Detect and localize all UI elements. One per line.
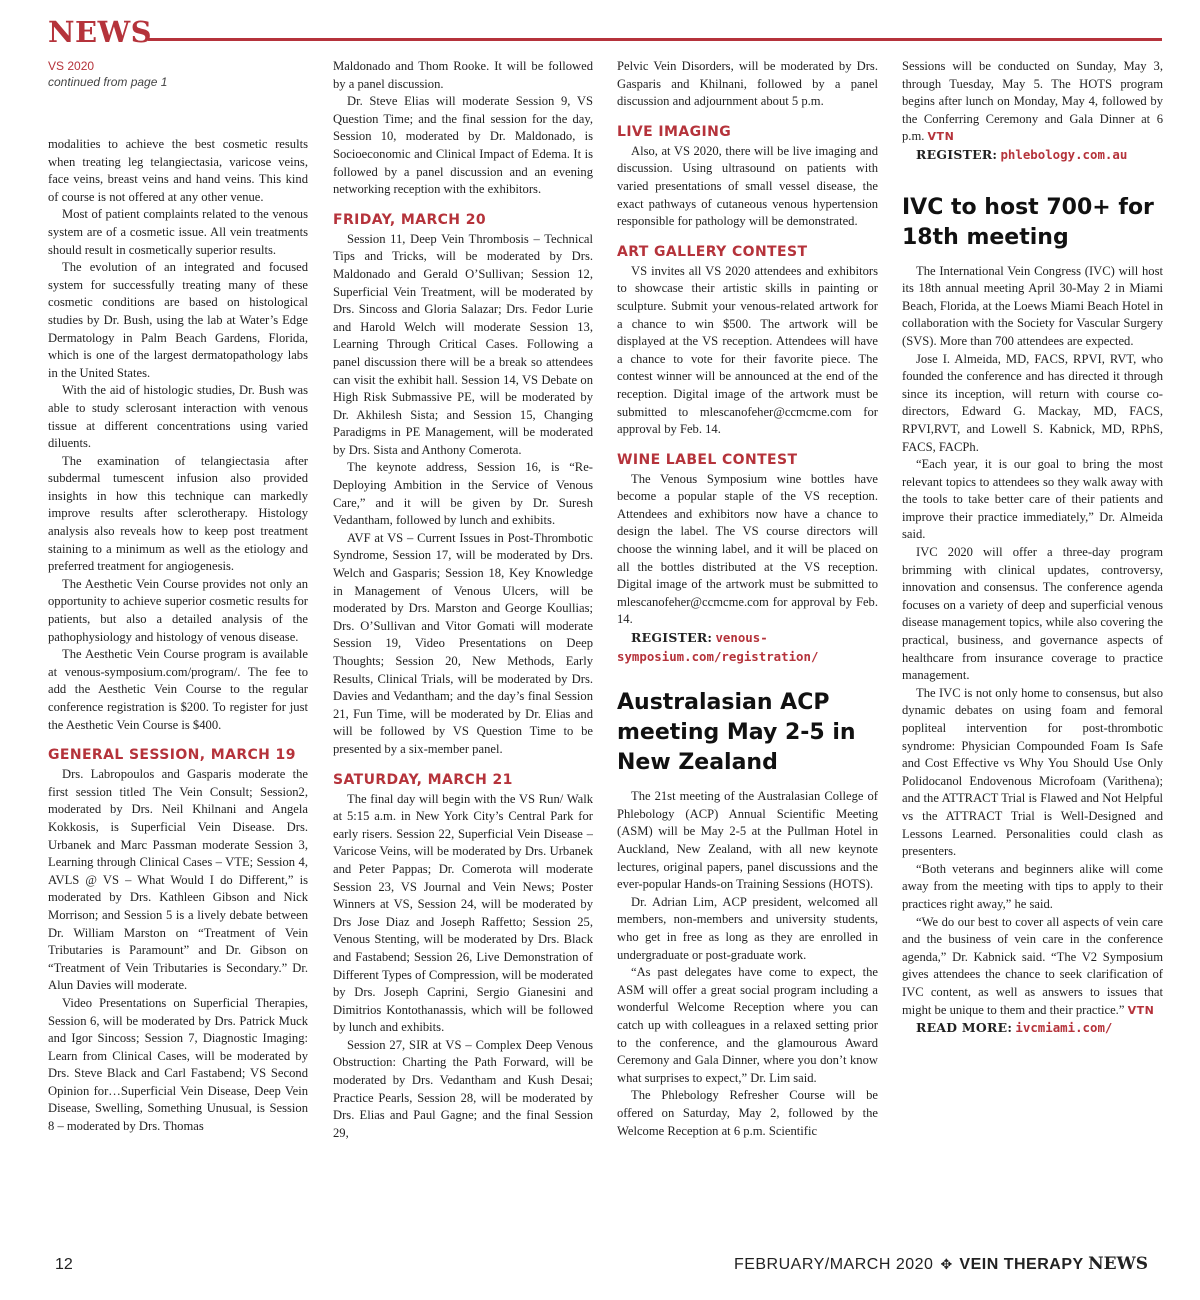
paragraph: Drs. Labropoulos and Gasparis moderate the first session titled The Vein Consult; Session2, moderated by Drs. Neil Khilnani and Angela Kokkosis, is Superficial Vein Disease. Drs. Urbanek and Marc Passman moderate Session 3, Learning through Clinical Cases – VTE; Session 4, AVLS @ VS – What Would I do Different,” is moderated by Drs. Kathleen Gibson and Nick Morrison; and Session 5 is a lively debate between Dr. William Marston on “Treatment of Vein Tributaries is Paramount” and Dr. Gibson on “Treatment of Vein Tributaries is Secondary.” Dr. Alun Davies will moderate.: [48, 767, 308, 993]
paragraph: The Aesthetic Vein Course program is available at venous-symposium.com/program/. The fee to add the Aesthetic Vein Course to the regular conference registration is $200. To register for just the Aesthetic Vein Course is $400.: [48, 647, 308, 732]
paragraph: Most of patient complaints related to the venous system are of a cosmetic issue. All vein treatments should result in cosmetically superior results.: [48, 207, 308, 257]
publication-news: NEWS: [1088, 1254, 1148, 1274]
masthead-rule: [148, 38, 1162, 41]
paragraph: AVF at VS – Current Issues in Post-Thrombotic Syndrome, Session 17, will be moderated by Drs. Welch and Gasparis; Session 18, Key Knowledge in Management of Venous Ulcers, will be moderated by Drs. Marston and George Koullias; Drs. O’Sullivan and Vitor Gomati will moderate Session 19, Video Presentations on Deep Thoughts; Session 20, New Methods, Early Results, Clinical Trials, will be moderated by Drs. Davies and Vedantham; and the day’s final Session 21, Fun Time, will be moderated by Dr. Elias and will be followed by VS Question Time to be presented by a six-member panel.: [333, 530, 593, 756]
paragraph-text: “We do our best to cover all aspects of vein care and the business of vein care in the conference agenda,” Dr. Kabnick said. “The V2 Symposium gives attendees the chance to seek clarification of IVC content, as well as answers to issues that might be unique to them and their practice.”: [902, 914, 1163, 1017]
paragraph: Session 27, SIR at VS – Complex Deep Venous Obstruction: Charting the Path Forward, will be moderated by Drs. Vedantham and Kush Desai; Practice Pearls, Session 28, will be moderated by Drs. Elias and Paul Gagne; and the final Session 29,: [333, 1037, 593, 1140]
page-number: 12: [55, 1256, 73, 1273]
paragraph: Also, at VS 2020, there will be live imaging and discussion. Using ultrasound on patients with varied presentations of small vessel disease, the exact pathways of cutaneous venous hypertension responsible for pathology will be demonstrated.: [617, 143, 878, 229]
paragraph: Maldonado and Thom Rooke. It will be followed by a panel discussion.: [333, 59, 593, 91]
paragraph: IVC 2020 will offer a three-day program brimming with clinical updates, controversy, innovation and consensus. The conference agenda focuses on a variety of deep and superficial venous disease management topics, while also covering the practical, business, and governance aspects of healthcare from insurance coverage to practice management.: [902, 545, 1163, 683]
paragraph: VS invites all VS 2020 attendees and exhibitors to showcase their artistic skills in painting or sculpture. Submit your venous-related artwork for a chance to win $500. The artwork will be displayed at the VS reception. Attendees will have a chance to vote for their favorite piece. The contest winner will be announced at the end of the reception. Digital image of the artwork must be submitted to mlescanofeher@ccmcme.com for approval by Feb. 14.: [617, 263, 878, 437]
subhead-saturday: SATURDAY, MARCH 21: [333, 771, 513, 788]
continuation-note: [48, 58, 308, 90]
headline-acp: Australasian ACP meeting May 2-5 in New Zealand: [617, 690, 856, 776]
diamond-icon: ✥: [940, 1256, 953, 1272]
register-line: [902, 146, 1163, 165]
paragraph: The Venous Symposium wine bottles have become a popular staple of the VS reception. Attendees and exhibitors now have a chance to design the label. The VS course directors will choose the winning label, and it will be placed on all the bottles distributed at the VS reception. Digital image of the artwork must be submitted to mlescanofeher@ccmcme.com for approval by Feb. 14.: [617, 471, 878, 627]
paragraph: [902, 914, 1163, 1020]
column-3: [617, 58, 878, 1230]
publication-name: VEIN THERAPY: [959, 1256, 1084, 1273]
readmore-label: READ MORE:: [916, 1020, 1013, 1036]
paragraph: The keynote address, Session 16, is “Re-Deploying Ambition in the Service of Venous Care,” and it will be given by Dr. Suresh Vedantham, followed by lunch and exhibits.: [333, 460, 593, 528]
paragraph: “As past delegates have come to expect, the ASM will offer a great social program including a wonderful Welcome Reception where you can catch up with colleagues in a relaxed setting prior to the conference, and the glamourous Award Ceremony and Gala Dinner, where you don’t know what surprises to expect,” Dr. Lim said.: [617, 965, 878, 1085]
subhead-art-gallery: ART GALLERY CONTEST: [617, 243, 808, 260]
paragraph: “Both veterans and beginners alike will come away from the meeting with tips to apply to their practices right away,” he said.: [902, 861, 1163, 911]
readmore-link[interactable]: ivcmiami.com/: [1015, 1020, 1113, 1036]
issue-date: FEBRUARY/MARCH 2020: [733, 1256, 934, 1273]
register-line: [617, 629, 878, 666]
paragraph: [902, 58, 1163, 146]
paragraph: Jose I. Almeida, MD, FACS, RPVI, RVT, who founded the conference and has directed it through since its inception, will return with course co-directors, Edward G. Mackay, MD, FACS, RPVI,RVT, and Lowell S. Kabnick, MD, RPhS, FACS, FACPh.: [902, 351, 1163, 454]
paragraph: The Phlebology Refresher Course will be offered on Saturday, May 2, followed by the Welcome Reception at 6 p.m. Scientific: [617, 1088, 878, 1138]
paragraph: The Aesthetic Vein Course provides not only an opportunity to achieve superior cosmetic results for patients, but also a detailed analysis of the pathophysiology and histology of venous disease.: [48, 576, 308, 644]
section-title: NEWS: [48, 15, 153, 49]
paragraph: Pelvic Vein Disorders, will be moderated by Drs. Gasparis and Khilnani, followed by a panel discussion and adjournment about 5 p.m.: [617, 59, 878, 109]
column-1: [48, 58, 308, 1230]
page-footer: [0, 1254, 1200, 1280]
subhead-general-session: GENERAL SESSION, MARCH 19: [48, 747, 296, 764]
masthead: [48, 14, 1162, 48]
footer-folio: [734, 1254, 1148, 1274]
paragraph: modalities to achieve the best cosmetic results when treating leg telangiectasia, varicose veins, face veins, breast veins and hand veins. This kind of course is not offered at any other venue.: [48, 137, 308, 204]
paragraph: Dr. Steve Elias will moderate Session 9, VS Question Time; and the final session for the day, Session 10, moderated by Dr. Maldonado, is Socioeconomic and Clinical Impact of Edema. It is followed by a panel discussion and an evening networking reception with the exhibitors.: [333, 94, 593, 197]
paragraph: The evolution of an integrated and focused system for successfully treating many of these cosmetic conditions are based on histological studies by Dr. Bush, using the lab at Water’s Edge Dermatology in Palm Beach Gardens, Florida, which is one of the largest dermatopathology labs in the United States.: [48, 260, 308, 380]
register-label: REGISTER:: [631, 630, 713, 646]
column-2: [333, 58, 593, 1230]
subhead-live-imaging: LIVE IMAGING: [617, 123, 732, 140]
subhead-friday: FRIDAY, MARCH 20: [333, 211, 486, 228]
story-kicker: VS 2020: [48, 59, 95, 73]
paragraph: “Each year, it is our goal to bring the most relevant topics to attendees so they walk away with the tools to take better care of their patients and improve their practice immediately,” Dr. Almeida said.: [902, 457, 1163, 542]
register-link[interactable]: phlebology.com.au: [1000, 146, 1128, 162]
paragraph-text: Sessions will be conducted on Sunday, May 3, through Tuesday, May 5. The HOTS program begins after lunch on Monday, May 4, followed by the Conferring Ceremony and Gala Dinner at 6 p.m.: [902, 59, 1163, 144]
paragraph: Dr. Adrian Lim, ACP president, welcomed all members, non-members and university students, who get in free as long as they are enrolled in undergraduate or post-graduate work.: [617, 894, 878, 962]
signoff: VTN: [1127, 1003, 1155, 1017]
signoff: VTN: [927, 130, 955, 144]
register-label: REGISTER:: [916, 146, 998, 162]
readmore-line: [902, 1019, 1163, 1038]
register-link[interactable]: venous-symposium.com/registration/: [617, 630, 819, 664]
subhead-wine-label: WINE LABEL CONTEST: [617, 451, 798, 468]
paragraph: The final day will begin with the VS Run/ Walk at 5:15 a.m. in New York City’s Central Park for early risers. Session 22, Superficial Vein Disease – Varicose Veins, will be moderated by Drs. Urbanek and Peter Pappas; Dr. Comerota will moderate Session 23, VS Journal and Vein News; Poster Winners at VS, Session 24, will be moderated by Drs Jose Diaz and Joseph Raffetto; Session 25, Venous Stenting, will be moderated by Drs. Black and Fastabend; Session 26, Live Demonstration of Different Types of Compression, will be moderated by Drs. Joseph Caprini, Sergio Gianesini and Dimitrios Kontothanassis, which will be followed by lunch and exhibits.: [333, 791, 593, 1035]
paragraph: The 21st meeting of the Australasian College of Phlebology (ACP) Annual Scientific Meeting (ASM) will be May 2-5 at the Pullman Hotel in Auckland, New Zealand, with all new keynote lectures, original papers, panel discussions and the ever-popular Hands-on Training Sessions (HOTS).: [617, 789, 878, 892]
continued-from: continued from page 1: [48, 75, 168, 89]
paragraph: The IVC is not only home to consensus, but also dynamic debates on using foam and femoral popliteal intervention for post-thrombotic syndrome: Physician Compounded Foam Is Safe and Cost Effective vs Why You Should Use Only Polidocanol Endovenous Microfoam (Varithena); and the ATTRACT Trial is Flawed and Not Helpful vs the ATTRACT Trial is Well-Designed and Lessons Learned. Personalities could clash as presenters.: [902, 685, 1163, 859]
paragraph: The International Vein Congress (IVC) will host its 18th annual meeting April 30-May 2 in Miami Beach, Florida, at the Loews Miami Beach Hotel in collaboration with the Society for Vascular Surgery (SVS). More than 700 attendees are expected.: [902, 263, 1163, 348]
paragraph: Video Presentations on Superficial Therapies, Session 6, will be moderated by Drs. Patrick Muck and Igor Sincoss; Session 7, Diagnostic Imaging: Learn from Clinical Cases, will be moderated by Drs. Steve Black and Carl Fastabend; VS Second Opinion for…Superficial Vein Disease, Deep Vein Disease, Swelling, Something Unusual, is Session 8 – moderated by Drs. Thomas: [48, 995, 308, 1134]
paragraph: The examination of telangiectasia after subdermal tumescent infusion also provided insights in how this technique can markedly improve results after sclerotherapy. Histology analysis also reveals how to keep post treatment staining to a minimum as well as the etiology and preferred treatment for angiogenesis.: [48, 453, 308, 574]
headline-ivc: IVC to host 700+ for 18th meeting: [902, 194, 1154, 250]
column-4: [902, 58, 1163, 1230]
paragraph: Session 11, Deep Vein Thrombosis – Technical Tips and Tricks, will be moderated by Drs. Maldonado and Gerald O’Sullivan; Session 12, Superficial Vein Treatment, will be moderated by Drs. Sincoss and Gloria Salazar; Drs. Fedor Lurie and Harold Welch will moderate Session 13, Learning Through Critical Cases. Following a panel discussion there will be a break so attendees can visit the exhibit hall. Session 14, VS Debate on High Risk Submassive PE, will be moderated by Dr. Akhilesh Sista; and Session 15, Changing Paradigms in PE Management, will be moderated by Drs. Sista and Anthony Comerota.: [333, 231, 593, 457]
paragraph: With the aid of histologic studies, Dr. Bush was able to study sclerosant interaction with venous tissue at different concentrations using varied diluents.: [48, 383, 308, 451]
